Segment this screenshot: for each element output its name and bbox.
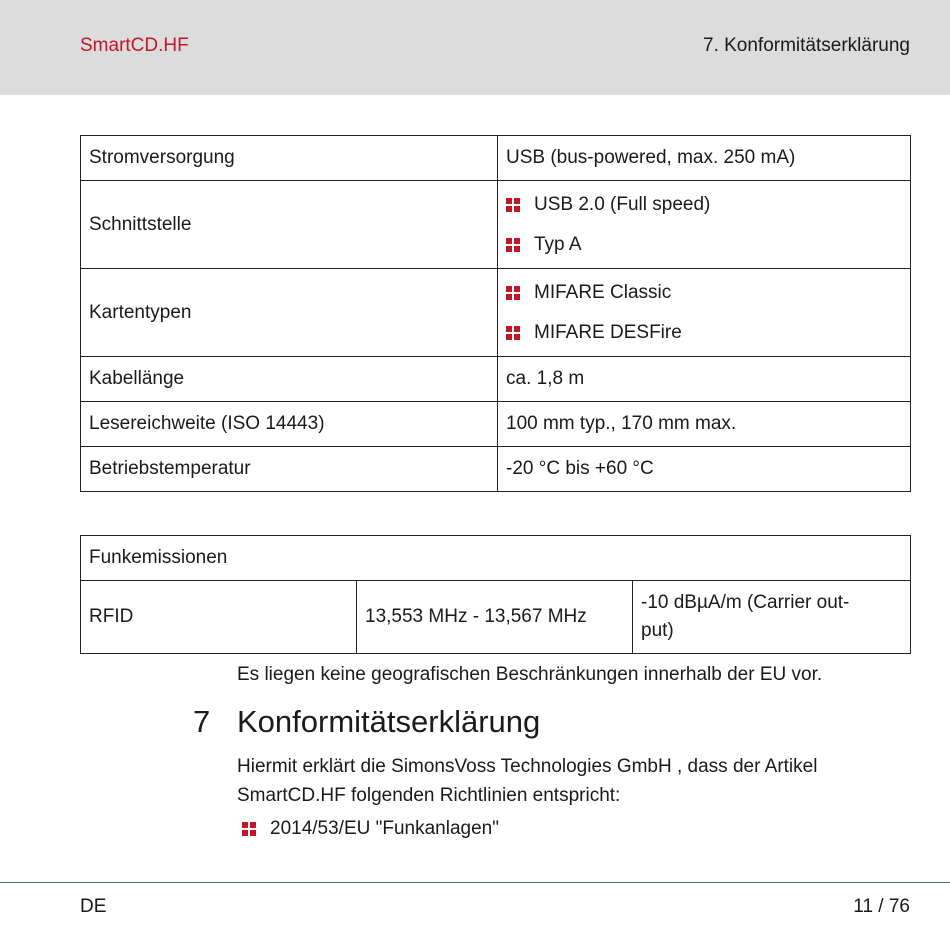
list-item bbox=[506, 225, 902, 265]
radio-type: RFID bbox=[81, 581, 357, 654]
bullet-text: Typ A bbox=[534, 233, 582, 255]
bullet-icon bbox=[506, 198, 520, 212]
list-item bbox=[506, 273, 902, 313]
spec-label: Kabellänge bbox=[81, 357, 498, 402]
spec-label: Schnittstelle bbox=[81, 181, 498, 269]
page-header bbox=[0, 0, 950, 95]
radio-emissions-table bbox=[80, 535, 911, 654]
radio-level-line1: -10 dBµA/m (Carrier out- bbox=[641, 592, 850, 613]
brand-name: SmartCD.HF bbox=[80, 35, 189, 56]
bullet-icon bbox=[242, 822, 256, 836]
directive-text: 2014/53/EU "Funkanlagen" bbox=[270, 818, 499, 839]
bullet-icon bbox=[506, 238, 520, 252]
spec-bullets bbox=[498, 269, 911, 357]
spec-value: 100 mm typ., 170 mm max. bbox=[498, 402, 911, 447]
spec-value: USB (bus-powered, max. 250 mA) bbox=[498, 136, 911, 181]
chapter-title: 7. Konformitätserklärung bbox=[703, 35, 910, 56]
table-row bbox=[81, 136, 911, 181]
bullet-text: MIFARE Classic bbox=[534, 281, 672, 303]
radio-frequency: 13,553 MHz - 13,567 MHz bbox=[357, 581, 633, 654]
list-item bbox=[506, 313, 902, 353]
restriction-note: Es liegen keine geografischen Beschränkungen innerhalb der EU vor. bbox=[237, 664, 823, 685]
list-item bbox=[506, 185, 902, 225]
spec-bullets bbox=[498, 181, 911, 269]
spec-label: Stromversorgung bbox=[81, 136, 498, 181]
table-row bbox=[81, 536, 911, 581]
bullet-icon bbox=[506, 286, 520, 300]
spec-value: ca. 1,8 m bbox=[498, 357, 911, 402]
bullet-text: USB 2.0 (Full speed) bbox=[534, 193, 711, 215]
footer-divider bbox=[0, 882, 950, 883]
spec-label: Betriebstemperatur bbox=[81, 447, 498, 492]
radio-level-line2: put) bbox=[641, 620, 674, 641]
radio-level bbox=[633, 581, 911, 654]
section-paragraph: Hiermit erklärt die SimonsVoss Technologies GmbH , dass der Artikel SmartCD.HF folgenden Richtlinien entspricht: bbox=[237, 756, 818, 806]
table-row bbox=[81, 581, 911, 654]
footer-language: DE bbox=[80, 896, 107, 917]
table-row bbox=[81, 447, 911, 492]
bullet-text: MIFARE DESFire bbox=[534, 321, 682, 343]
list-item bbox=[242, 818, 499, 840]
spec-label: Kartentypen bbox=[81, 269, 498, 357]
bullet-icon bbox=[506, 326, 520, 340]
table-row bbox=[81, 181, 911, 269]
table-row bbox=[81, 402, 911, 447]
spec-value: -20 °C bis +60 °C bbox=[498, 447, 911, 492]
table-row bbox=[81, 269, 911, 357]
table-row bbox=[81, 357, 911, 402]
section-number: 7 bbox=[193, 704, 211, 739]
section-title: Konformitätserklärung bbox=[237, 704, 541, 739]
spec-table bbox=[80, 135, 911, 492]
spec-label: Lesereichweite (ISO 14443) bbox=[81, 402, 498, 447]
radio-table-title: Funkemissionen bbox=[81, 536, 911, 581]
page-number: 11 / 76 bbox=[853, 896, 910, 917]
